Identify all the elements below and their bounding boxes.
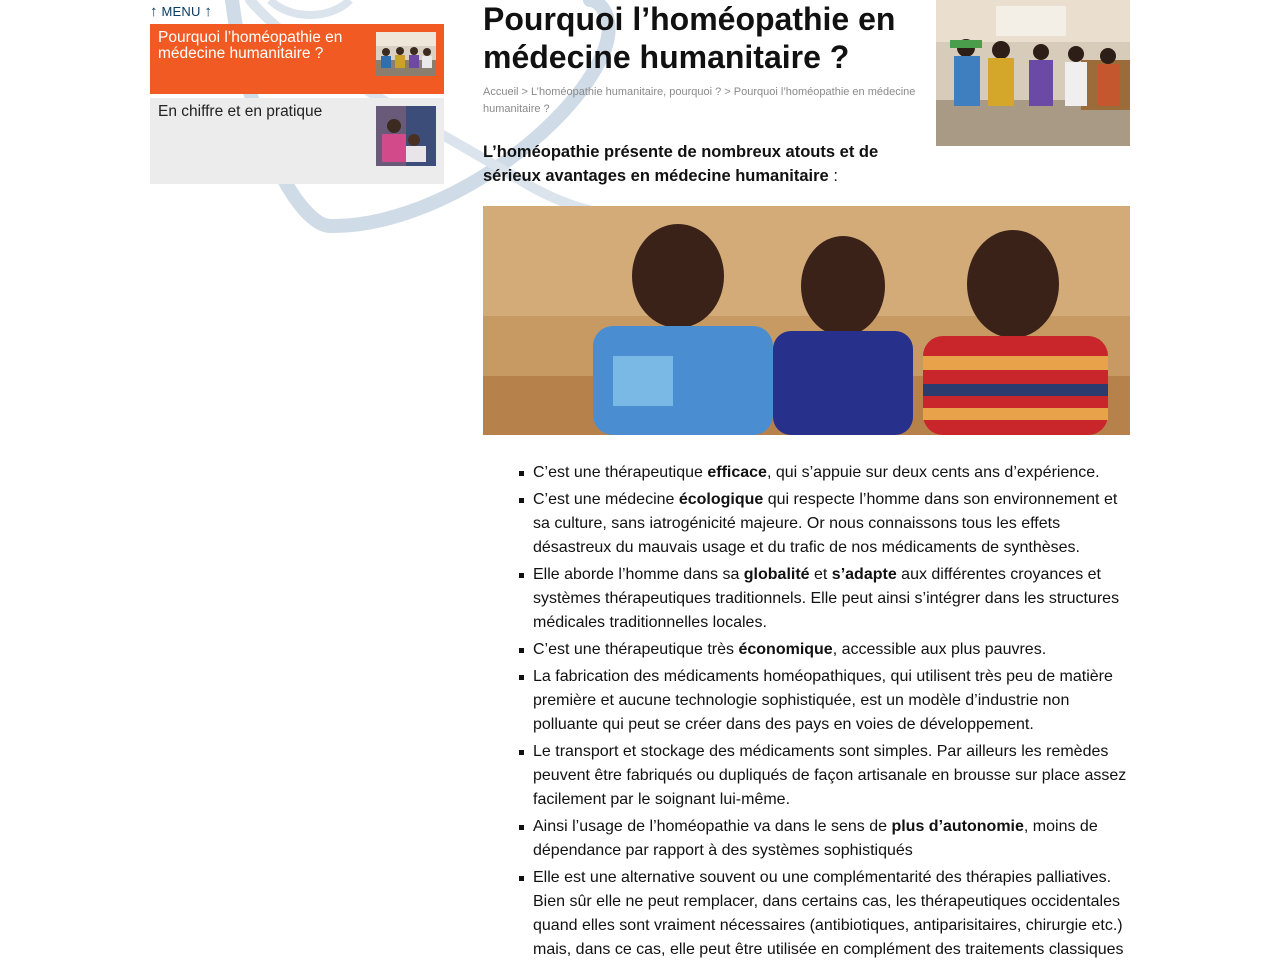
sidebar (150, 0, 444, 188)
advantages-list (483, 461, 1130, 962)
intro-paragraph (483, 140, 928, 188)
breadcrumb-current: Pourquoi l’homéopathie en médecine humanitaire ? (483, 86, 916, 115)
list-item: Elle est une alternative souvent ou une complémentarité des thérapies palliatives. Bien sûr elle ne peut remplacer, dans certains cas, les thérapeutiques occidentales quand elles sont vraiment nécessaires (antibiotiques, antiparisitaires, chirurgie etc.) mais, dans ce cas, elle peut être utilisée en complément des traitements classiques (519, 866, 1130, 962)
sidebar-item-label: En chiffre et en pratique (158, 103, 323, 120)
breadcrumb (483, 84, 928, 118)
clinic-waiting-room-photo (936, 0, 1130, 146)
sidebar-item-pourquoi[interactable] (150, 24, 444, 94)
children-hero-photo (483, 206, 1130, 435)
list-item: C’est une médecine écologique qui respecte l’homme dans son environnement et sa culture, sans iatrogénicité majeure. Or nous connaissons tous les effets désastreux du mauvais usage et du trafic de nos médicaments de synthèses. (519, 488, 1130, 560)
page-title: Pourquoi l’homéopathie en médecine humanitaire ? (483, 1, 896, 75)
menu-label: MENU (161, 4, 201, 19)
breadcrumb-separator: > (521, 86, 528, 98)
mother-child-thumbnail-image (376, 106, 436, 166)
article (483, 0, 1130, 965)
menu-toggle[interactable] (150, 0, 444, 24)
arrow-up-icon: ↑ (150, 3, 158, 20)
breadcrumb-section-link[interactable]: L’homéopathie humanitaire, pourquoi ? (531, 86, 722, 98)
list-item: Elle aborde l’homme dans sa globalité et s’adapte aux différentes croyances et systèmes thérapeutiques traditionnels. Elle peut ainsi s’intégrer dans les structures médicales traditionnelles locales. (519, 563, 1130, 635)
breadcrumb-separator: > (724, 86, 731, 98)
breadcrumb-home-link[interactable]: Accueil (483, 86, 519, 98)
intro-suffix: : (828, 167, 838, 185)
list-item: La fabrication des médicaments homéopathiques, qui utilisent très peu de matière première et aucune technologie sophistiquée, est un modèle d’industrie non polluante qui peut se créer dans des pays en voies de développement. (519, 665, 1130, 737)
arrow-up-icon: ↑ (204, 3, 213, 20)
list-item: Le transport et stockage des médicaments sont simples. Par ailleurs les remèdes peuvent être fabriqués ou dupliqués de façon artisanale en brousse sur place assez facilement par le soignant lui-même. (519, 740, 1130, 812)
intro-bold-text: L’homéopathie présente de nombreux atouts et de sérieux avantages en médecine humanitaire (483, 143, 879, 185)
sidebar-item-chiffres[interactable] (150, 98, 444, 184)
sidebar-item-label: Pourquoi l’homéopathie en médecine humanitaire ? (158, 29, 343, 62)
list-item: C’est une thérapeutique efficace, qui s’appuie sur deux cents ans d’expérience. (519, 461, 1130, 485)
list-item: Ainsi l’usage de l’homéopathie va dans le sens de plus d’autonomie, moins de dépendance par rapport à des systèmes sophistiqués (519, 815, 1130, 863)
list-item: C’est une thérapeutique très économique, accessible aux plus pauvres. (519, 638, 1130, 662)
clinic-thumbnail-image (376, 32, 436, 76)
